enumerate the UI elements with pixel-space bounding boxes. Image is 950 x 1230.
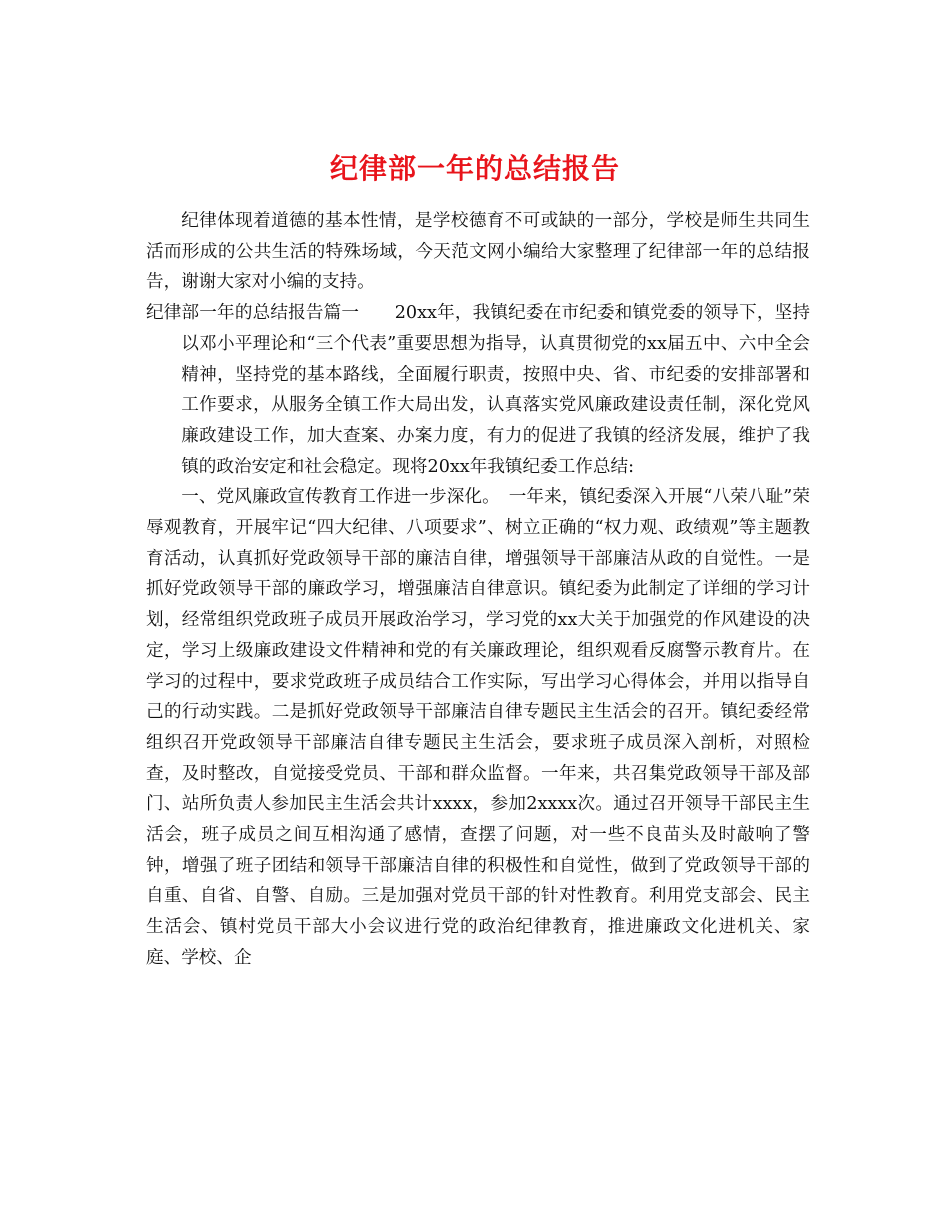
section-one-paragraph: 纪律部一年的总结报告篇一 20xx年，我镇纪委在市纪委和镇党委的领导下，坚持以邓小平理论和“三个代表”重要思想为指导，认真贯彻党的xx届五中、六中全会精神，坚持党的基本路线，全面履行职责，按照中央、省、市纪委的安排部署和工作要求，从服务全镇工作大局出发，认真落实党风廉政建设责任制，深化党风廉政建设工作，加大查案、办案力度，有力的促进了我镇的经济发展，维护了我镇的政治安定和社会稳定。现将20xx年我镇纪委工作总结: <box>146 303 810 477</box>
document-body <box>146 206 810 974</box>
document-title: 纪律部一年的总结报告 <box>329 151 620 185</box>
intro-paragraph: 纪律体现着道德的基本性情，是学校德育不可或缺的一部分，学校是师生共同生活而形成的公共生活的特殊场域，今天范文网小编给大家整理了纪律部一年的总结报告，谢谢大家对小编的支持。 <box>146 211 810 293</box>
section-two-paragraph: 一、党风廉政宣传教育工作进一步深化。 一年来，镇纪委深入开展“八荣八耻”荣辱观教育，开展牢记“四大纪律、八项要求”、树立正确的“权力观、政绩观”等主题教育活动，认真抓好党政领导干部的廉洁自律，增强领导干部廉洁从政的自觉性。一是抓好党政领导干部的廉政学习，增强廉洁自律意识。镇纪委为此制定了详细的学习计划，经常组织党政班子成员开展政治学习，学习党的xx大关于加强党的作风建设的决定，学习上级廉政建设文件精神和党的有关廉政理论，组织观看反腐警示教育片。在学习的过程中，要求党政班子成员结合工作实际，写出学习心得体会，并用以指导自己的行动实践。二是抓好党政领导干部廉洁自律专题民主生活会的召开。镇纪委经常组织召开党政领导干部廉洁自律专题民主生活会，要求班子成员深入剖析，对照检查，及时整改，自觉接受党员、干部和群众监督。一年来，共召集党政领导干部及部门、站所负责人参加民主生活会共计xxxx，参加2xxxx次。通过召开领导干部民主生活会，班子成员之间互相沟通了感情，查摆了问题，对一些不良苗头及时敲响了警钟，增强了班子团结和领导干部廉洁自律的积极性和自觉性，做到了党政领导干部的自重、自省、自警、自励。三是加强对党员干部的针对性教育。利用党支部会、民主生活会、镇村党员干部大小会议进行党的政治纪律教育，推进廉政文化进机关、家庭、学校、企 <box>146 487 810 968</box>
